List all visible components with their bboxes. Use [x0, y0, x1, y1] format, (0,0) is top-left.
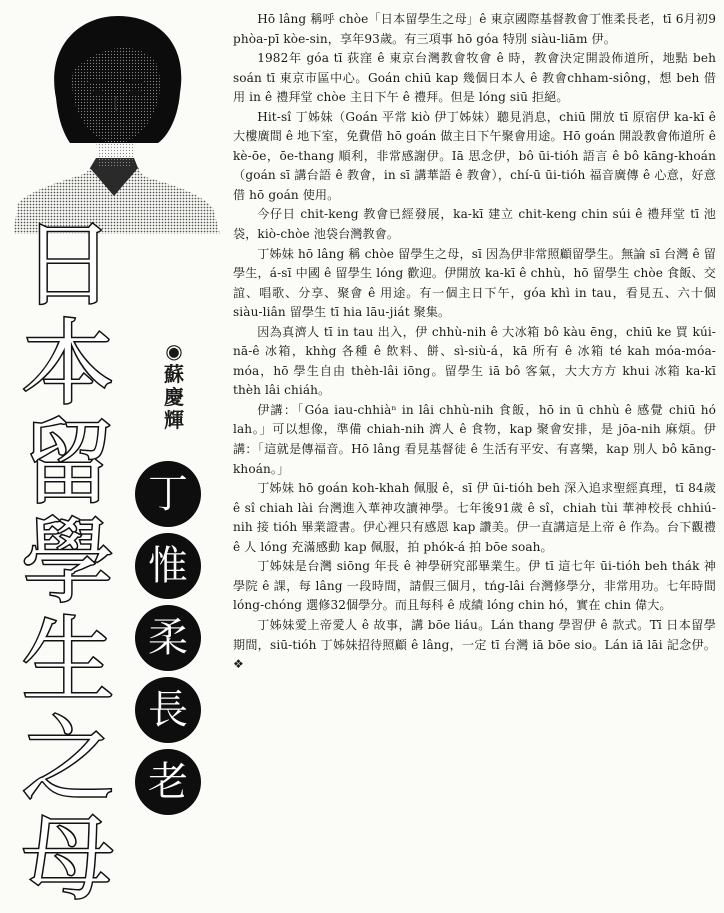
article-subtitle — [135, 461, 203, 821]
paragraph: Hō lâng 稱呼 chòe「日本留學生之母」ê 東京國際基督教會丁惟柔長老，tī 6月初9 phòa-pī kòe-sin，享年93歲。有三項事 hō góa 特別 siàu-liām 伊。 — [233, 12, 716, 46]
paragraph: 因為真濟人 tī in tau 出入，伊 chhù-nih ê 大冰箱 bô kàu ēng，chiū ke 買 kúi-nā-ê 冰箱，khǹg 各種 ê 飲料、餅、sì-siù-á，kā 所有 ê 冰箱 té kah móa-móa-móa，hō 學生自由 thèh-lâi iōng。留學生 iā bô 客氣，大大方方 khui 冰箱 ka-kī thèh lâi chiáh。 — [233, 324, 716, 398]
end-mark-icon: ❖ — [233, 657, 244, 672]
byline-char: 慶 — [164, 385, 184, 409]
title-char: 生 — [21, 607, 115, 715]
paragraph: 丁姊妹 hō lâng 稱 chòe 留學生之母，sī 因為伊非常照顧留學生。無論 sī 台灣 ê 留學生，á-sī 中國 ê 留學生 lóng 歡迎。伊開放 ka-kī ê chhù，hō 留學生 chòe 食飯、交誼、唱歌、分享、聚會 ê 用途。有一個主日下午，góa khì in tau，看見五、六十個 siàu-liân 留學生 tī hia lāu-jiát 聚集。 — [233, 246, 716, 320]
portrait-photo — [8, 8, 220, 234]
paragraph: Hit-sî 丁姊妹（Goán 平常 kiò 伊丁姊妹）聽見消息，chiū 開放 tī 原宿伊 ka-kī ê 大樓廣間 ê 地下室，免費借 hō goán 做主日下午聚會用途。Hō goán 開設教會佈道所 ê kè-ōe，ōe-thang 順利，非常感謝伊。Iā 思念伊，bô ūi-tióh 語言 ê bô kāng-khoán（goán sī 講台語 ê 教會，in sī 講華語 ê 教會），chí-ū ūi-tióh 福音廣傳 ê 心意，好意借 hō goán 使用。 — [233, 109, 716, 202]
woman-portrait-illustration — [8, 8, 220, 234]
subtitle-char: 丁 — [135, 461, 201, 527]
subtitle-char: 長 — [135, 677, 201, 743]
paragraph: 丁姊妹 hō goán koh-khah 佩服 ê，sī 伊 ūi-tióh beh 深入追求聖經真理，tī 84歲 ê sî chiah lài 台灣進入華神攻讀神學。七年後91歲 ê sî，chiah tùi 華神校長 chhiú-nih 接 tióh 畢業證書。伊心裡只有感恩 kap 讚美。伊一直講這是上帝 ê 作為。台下觀禮 ê 人 lóng 充滿感動 kap 佩服，拍 phók-á 拍 bōe soah。 — [233, 481, 716, 554]
subtitle-char: 柔 — [135, 605, 201, 671]
subtitle-char: 老 — [135, 749, 201, 815]
title-char: 本 — [21, 310, 115, 418]
title-char: 之 — [21, 706, 115, 814]
title-char: 日 — [21, 211, 115, 319]
byline-char: 蘇 — [164, 362, 184, 386]
paragraph: 丁姊妹愛上帝愛人 ê 故事，講 bōe liáu。Lán thang 學習伊 ê 款式。Tī 日本留學期間，siū-tióh 丁姊妹招待照顧 ê lâng，一定 tī 台灣 iā bōe sio。Lán iā lāi 記念伊。 — [233, 617, 716, 652]
article-title — [12, 211, 124, 913]
byline-char: ◉ — [165, 339, 183, 363]
byline-char: 輝 — [164, 408, 184, 432]
paragraph-last — [233, 616, 716, 675]
author-byline — [157, 340, 191, 432]
paragraph: 1982年 góa tī 荻窪 ê 東京台灣教會牧會 ê 時，教會決定開設佈道所，地點 beh soán tī 東京市區中心。Goán chiū kap 幾個日本人 ê 教會chham-siông，想 beh 借用 in ê 禮拜堂 chòe 主日下午 ê 禮拜。但是 lóng siū 拒絕。 — [233, 51, 716, 105]
paragraph: 今仔日 chit-keng 教會已經發展，ka-kī 建立 chit-keng chin súi ê 禮拜堂 tī 池袋，kiò-chòe 池袋台灣教會。 — [233, 207, 716, 242]
paragraph: 丁姊妹是台灣 siōng 年長 ê 神學研究部畢業生。伊 tī 這七年 ūi-tióh beh thák 神學院 ê 課，每 lâng 一段時間，請假三個月，tńg-lâi 台灣修學分，非常用功。七年時間 lóng-chóng 選修32個學分。而且每科 ê 成績 lóng chin hó，實在 chin 偉大。 — [233, 559, 716, 613]
title-char: 留 — [21, 409, 115, 517]
title-char: 母 — [21, 805, 115, 913]
article-body — [233, 10, 716, 675]
subtitle-char: 惟 — [135, 533, 201, 599]
paragraph: 伊講：「Góa iau-chhiàⁿ in lâi chhù-nih 食飯，hō in ū chhù ê 感覺 chiū hó lah。」可以想像，準備 chiah-nih 濟人 ê 食物，kap 聚會安排，是 jōa-nih 麻煩。伊講：「這就是傳福音。Hō lâng 看見基督徒 ê 生活有平安、有喜樂，kap 別人 bô kāng-khoán。」 — [233, 402, 716, 476]
title-char: 學 — [21, 508, 115, 616]
